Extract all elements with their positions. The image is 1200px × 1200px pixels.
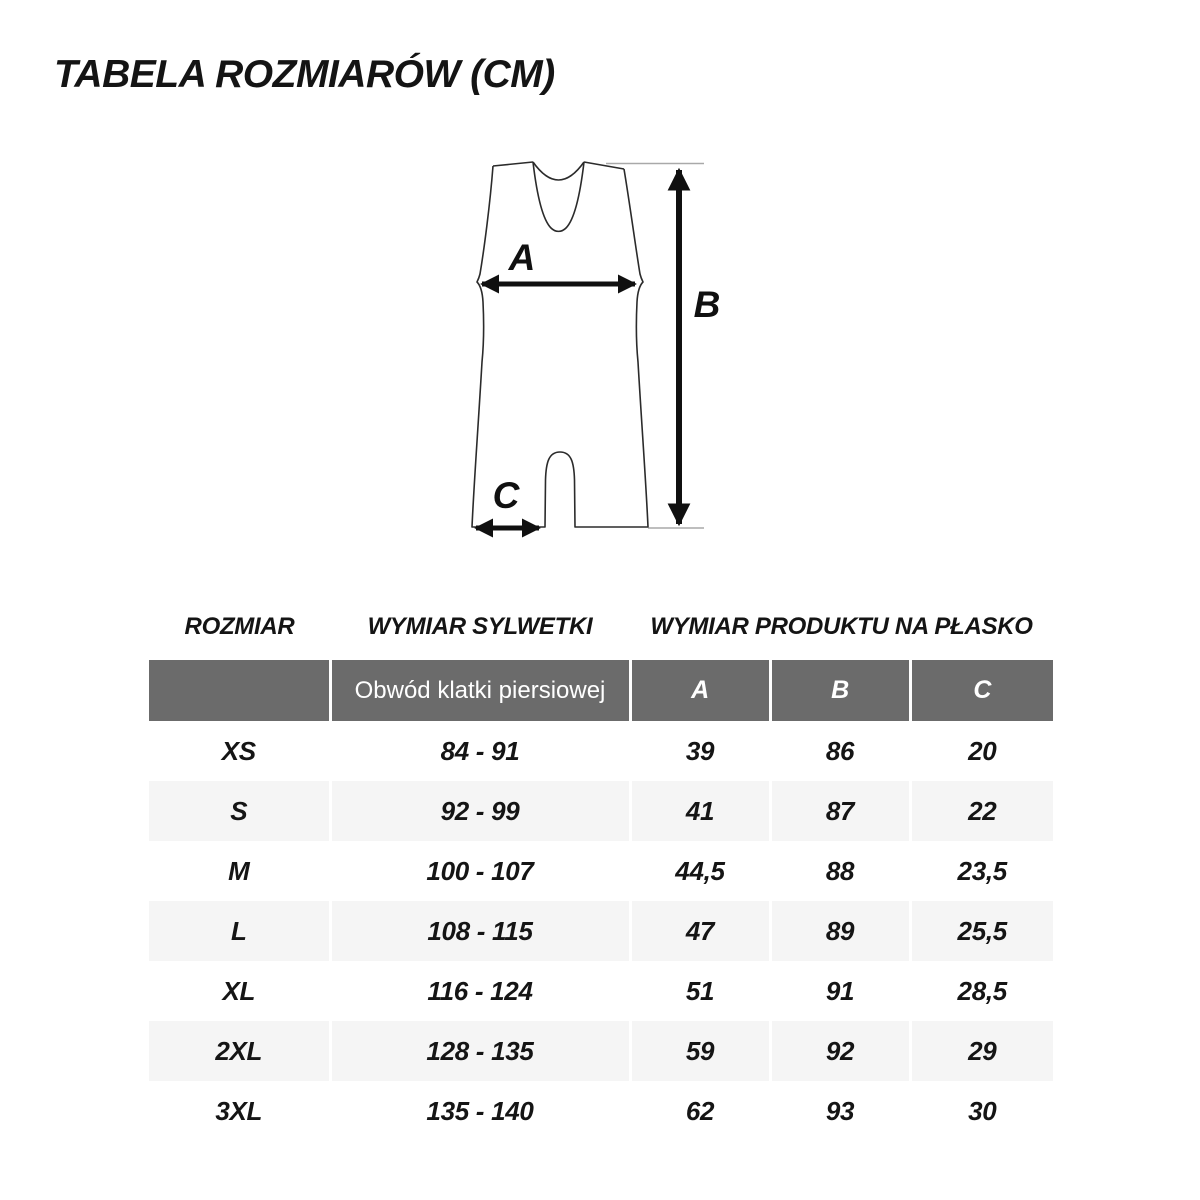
table-row (149, 901, 1053, 961)
table-row (149, 841, 1053, 901)
group-header-size: ROZMIAR (184, 613, 295, 640)
table-row (149, 721, 1053, 781)
table-row (149, 961, 1053, 1021)
neckline-back-icon (533, 162, 584, 180)
a-cell: 59 (630, 1021, 770, 1081)
table-group-headers (149, 611, 1053, 643)
neckline-front-icon (533, 162, 584, 231)
measure-label-b: B (693, 284, 721, 325)
page-title: TABELA ROZMIARÓW (CM) (54, 53, 555, 96)
size-cell: M (228, 855, 250, 886)
table-row (149, 781, 1053, 841)
group-header-flat-measure: WYMIAR PRODUKTU NA PŁASKO (650, 613, 1033, 640)
chest-cell: 100 - 107 (330, 841, 630, 901)
size-cell: 3XL (215, 1095, 263, 1126)
b-cell: 87 (770, 781, 910, 841)
a-cell: 51 (630, 961, 770, 1021)
header-cell-c: C (910, 660, 1053, 721)
measure-label-c: C (492, 475, 520, 516)
chest-cell: 92 - 99 (330, 781, 630, 841)
b-cell: 91 (770, 961, 910, 1021)
chest-cell: 128 - 135 (330, 1021, 630, 1081)
c-cell: 29 (910, 1021, 1053, 1081)
c-cell: 30 (910, 1081, 1053, 1141)
chest-cell: 135 - 140 (330, 1081, 630, 1141)
singlet-diagram (430, 140, 760, 560)
size-table (149, 660, 1053, 1141)
a-cell: 41 (630, 781, 770, 841)
size-cell: 2XL (215, 1035, 263, 1066)
c-cell: 28,5 (910, 961, 1053, 1021)
a-cell: 39 (630, 721, 770, 781)
b-cell: 93 (770, 1081, 910, 1141)
b-cell: 89 (770, 901, 910, 961)
header-cell-a: A (630, 660, 770, 721)
singlet-left-strap-top (493, 162, 533, 166)
table-header-row (149, 660, 1053, 721)
group-header-body-measure: WYMIAR SYLWETKI (367, 613, 593, 640)
c-cell: 25,5 (910, 901, 1053, 961)
table-row (149, 1081, 1053, 1141)
header-cell-size (149, 660, 330, 721)
size-cell: S (230, 795, 248, 826)
c-cell: 23,5 (910, 841, 1053, 901)
c-cell: 20 (910, 721, 1053, 781)
header-cell-b: B (770, 660, 910, 721)
chest-cell: 116 - 124 (330, 961, 630, 1021)
b-cell: 92 (770, 1021, 910, 1081)
a-cell: 44,5 (630, 841, 770, 901)
size-cell: XL (222, 975, 256, 1006)
a-cell: 47 (630, 901, 770, 961)
b-cell: 86 (770, 721, 910, 781)
a-cell: 62 (630, 1081, 770, 1141)
table-row (149, 1021, 1053, 1081)
size-cell: L (230, 915, 247, 946)
measure-label-a: A (508, 237, 536, 278)
c-cell: 22 (910, 781, 1053, 841)
header-cell-chest: Obwód klatki piersiowej (330, 660, 630, 721)
b-cell: 88 (770, 841, 910, 901)
singlet-outline (472, 166, 648, 527)
chest-cell: 84 - 91 (330, 721, 630, 781)
size-cell: XS (221, 735, 256, 766)
chest-cell: 108 - 115 (330, 901, 630, 961)
